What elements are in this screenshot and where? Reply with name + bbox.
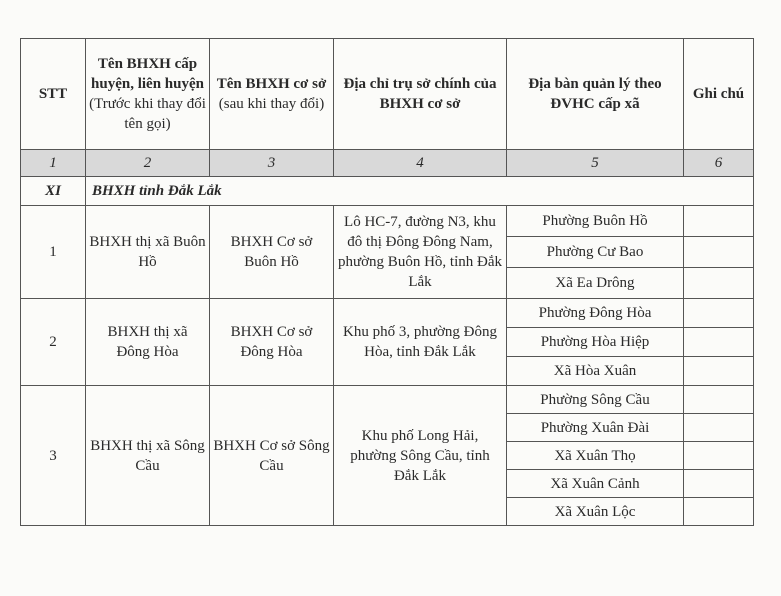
column-number-row bbox=[21, 150, 754, 177]
ward-cell: Phường Buôn Hồ bbox=[507, 206, 684, 237]
remarks-cell bbox=[684, 386, 754, 414]
header-base-note: (sau khi thay đổi) bbox=[218, 96, 325, 112]
remarks-cell bbox=[684, 206, 754, 237]
ward-cell: Xã Xuân Thọ bbox=[507, 442, 684, 470]
header-remarks: Ghi chú bbox=[684, 39, 754, 150]
table-row bbox=[21, 206, 754, 237]
remarks-cell bbox=[684, 357, 754, 386]
header-district-name-label: Tên BHXH cấp huyện, liên huyện bbox=[91, 56, 204, 92]
table-row bbox=[21, 299, 754, 328]
ward-cell: Xã Ea Drông bbox=[507, 268, 684, 299]
table-row bbox=[21, 386, 754, 414]
row-old-name: BHXH thị xã Sông Cầu bbox=[86, 386, 210, 526]
column-number: 4 bbox=[334, 150, 507, 177]
row-address: Khu phố Long Hải, phường Sông Cầu, tỉnh Đắk Lắk bbox=[334, 386, 507, 526]
column-number: 3 bbox=[210, 150, 334, 177]
row-old-name: BHXH thị xã Đông Hòa bbox=[86, 299, 210, 386]
header-row bbox=[21, 39, 754, 150]
ward-cell: Phường Sông Cầu bbox=[507, 386, 684, 414]
header-address: Địa chỉ trụ sở chính của BHXH cơ sở bbox=[334, 39, 507, 150]
remarks-cell bbox=[684, 328, 754, 357]
row-new-name: BHXH Cơ sở Đông Hòa bbox=[210, 299, 334, 386]
ward-cell: Xã Hòa Xuân bbox=[507, 357, 684, 386]
row-stt: 2 bbox=[21, 299, 86, 386]
column-number: 1 bbox=[21, 150, 86, 177]
section-roman: XI bbox=[21, 177, 86, 206]
ward-cell: Phường Đông Hòa bbox=[507, 299, 684, 328]
remarks-cell bbox=[684, 470, 754, 498]
ward-cell: Phường Cư Bao bbox=[507, 237, 684, 268]
header-area: Địa bàn quản lý theo ĐVHC cấp xã bbox=[507, 39, 684, 150]
header-district-name bbox=[86, 39, 210, 150]
row-stt: 1 bbox=[21, 206, 86, 299]
section-title: BHXH tỉnh Đắk Lắk bbox=[86, 177, 754, 206]
row-new-name: BHXH Cơ sở Buôn Hồ bbox=[210, 206, 334, 299]
row-old-name: BHXH thị xã Buôn Hồ bbox=[86, 206, 210, 299]
column-number: 6 bbox=[684, 150, 754, 177]
column-number: 5 bbox=[507, 150, 684, 177]
header-stt: STT bbox=[21, 39, 86, 150]
ward-cell: Phường Hòa Hiệp bbox=[507, 328, 684, 357]
ward-cell: Phường Xuân Đài bbox=[507, 414, 684, 442]
row-new-name: BHXH Cơ sở Sông Cầu bbox=[210, 386, 334, 526]
header-base-name-label: Tên BHXH cơ sở bbox=[216, 76, 327, 92]
header-district-note: (Trước khi thay đổi tên gọi) bbox=[89, 96, 206, 132]
column-number: 2 bbox=[86, 150, 210, 177]
row-address: Lô HC-7, đường N3, khu đô thị Đông Đông Nam, phường Buôn Hồ, tỉnh Đắk Lắk bbox=[334, 206, 507, 299]
agency-table bbox=[20, 38, 754, 526]
remarks-cell bbox=[684, 237, 754, 268]
remarks-cell bbox=[684, 498, 754, 526]
remarks-cell bbox=[684, 299, 754, 328]
remarks-cell bbox=[684, 442, 754, 470]
row-address: Khu phố 3, phường Đông Hòa, tỉnh Đắk Lắk bbox=[334, 299, 507, 386]
row-stt: 3 bbox=[21, 386, 86, 526]
ward-cell: Xã Xuân Cảnh bbox=[507, 470, 684, 498]
remarks-cell bbox=[684, 268, 754, 299]
ward-cell: Xã Xuân Lộc bbox=[507, 498, 684, 526]
header-base-name bbox=[210, 39, 334, 150]
section-row bbox=[21, 177, 754, 206]
remarks-cell bbox=[684, 414, 754, 442]
